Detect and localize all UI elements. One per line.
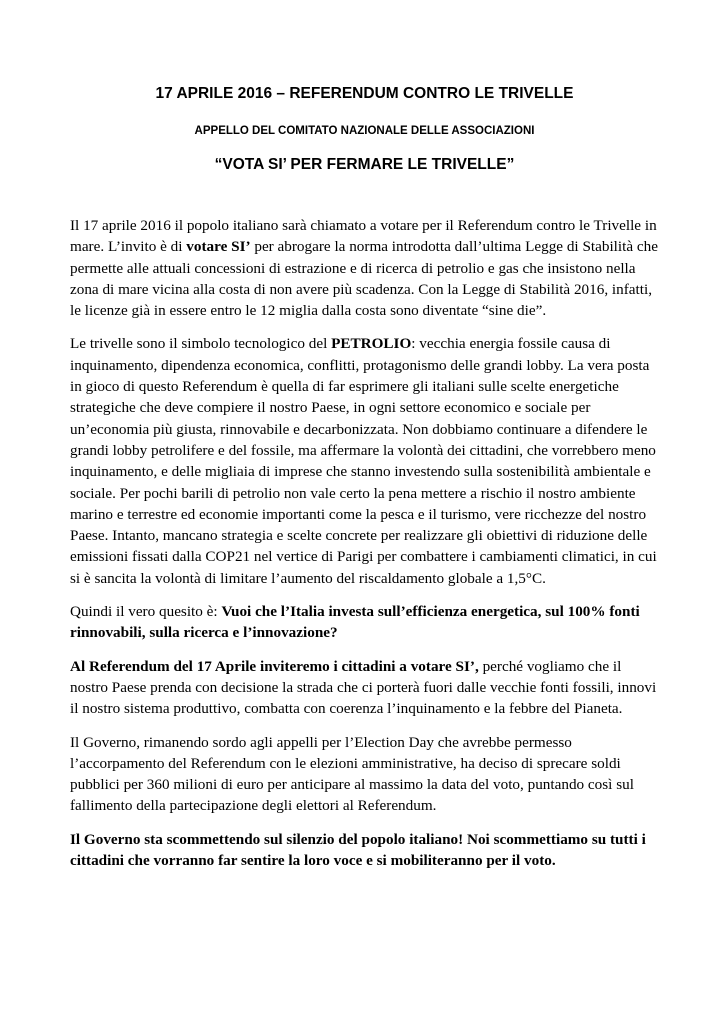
document-header (70, 84, 659, 175)
paragraph-6-bold: Il Governo sta scommettendo sul silenzio del popolo italiano! Noi scommettiamo su tutti i cittadini che vorranno far sentire la loro voce e si mobiliteranno per il voto. (70, 830, 646, 870)
document-body (70, 215, 659, 871)
paragraph-5-text: Il Governo, rimanendo sordo agli appelli per l’Election Day che avrebbe permesso l’accorpamento del Referendum con le elezioni amministrative, ha deciso di sprecare soldi pubblici per 360 milioni di euro per anticipare al massimo la data del voto, puntando così sul fallimento della partecipazione degli elettori al Referendum. (70, 733, 634, 815)
paragraph-6 (70, 829, 659, 872)
paragraph-1-text-c: per abrogare la norma introdotta dall’ultima Legge di Stabilità che permette alle attuali concessioni di estrazione e di ricerca di petrolio e gas che insistono nella zona di mare vicina alla costa di non avere più scadenza. Con la Legge di Stabilità 2016, infatti, le licenze già in essere entro le 12 miglia dalla costa sono diventate “sine die”. (70, 238, 658, 320)
paragraph-3-text-a: Quindi il vero quesito è: (70, 603, 222, 621)
document-subtitle: APPELLO DEL COMITATO NAZIONALE DELLE ASSOCIAZIONI (194, 125, 535, 137)
paragraph-2-text-a: Le trivelle sono il simbolo tecnologico del (70, 335, 332, 353)
document-title: 17 APRILE 2016 – REFERENDUM CONTRO LE TRIVELLE (155, 85, 574, 102)
paragraph-1 (70, 215, 659, 321)
paragraph-4-text-b: perché vogliamo che il nostro Paese prenda con decisione la strada che ci porterà fuori dalle vecchie fonti fossili, innovi il nostro sistema produttivo, combatta con coerenza l’inquinamento e la febbre del Pianeta. (70, 657, 657, 718)
paragraph-3-bold: Vuoi che l’Italia investa sull’efficienza energetica, sul 100% fonti rinnovabili, sulla ricerca e l’innovazione? (70, 603, 640, 642)
paragraph-2-text-c: : vecchia energia fossile causa di inquinamento, dipendenza economica, conflitti, protagonismo delle grandi lobby. La vera posta in gioco di questo Referendum è quella di far esprimere gli italiani sulle scelte energetiche strategiche che deve compiere il nostro Paese, in ogni settore economico e sociale per un’economia più giusta, rinnovabile e decarbonizzata. Non dobbiamo continuare a difendere le grandi lobby petrolifere e del fossile, ma affermare la volontà dei cittadini, che vorrebbero meno inquinamento, e delle migliaia di imprese che stanno investendo sulla sostenibilità ambientale e sociale. Per pochi barili di petrolio non vale certo la pena mettere a rischio il nostro ambiente marino e terrestre ed economie importanti come la pesca e il turismo, vere ricchezze del nostro Paese. Intanto, mancano strategia e scelte concrete per realizzare gli obiettivi di riduzione delle emissioni fissati dalla COP21 nel vertice di Parigi per combattere i cambiamenti climatici, in cui si è sancita la volontà di limitare l’aumento del riscaldamento globale a 1,5°C. (70, 335, 657, 587)
paragraph-2 (70, 333, 659, 589)
paragraph-5 (70, 732, 659, 817)
paragraph-3 (70, 601, 659, 644)
paragraph-1-bold: votare SI’ (186, 238, 251, 256)
paragraph-4 (70, 656, 659, 720)
paragraph-1-text-a: Il 17 aprile 2016 il popolo italiano sarà chiamato a votare per il Referendum contro le Trivelle in mare. L’invito è di (70, 217, 657, 256)
paragraph-4-bold: Al Referendum del 17 Aprile inviteremo i cittadini a votare SI’, (70, 657, 479, 675)
paragraph-2-bold: PETROLIO (331, 335, 412, 353)
document-slogan: “VOTA SI’ PER FERMARE LE TRIVELLE” (214, 156, 515, 173)
